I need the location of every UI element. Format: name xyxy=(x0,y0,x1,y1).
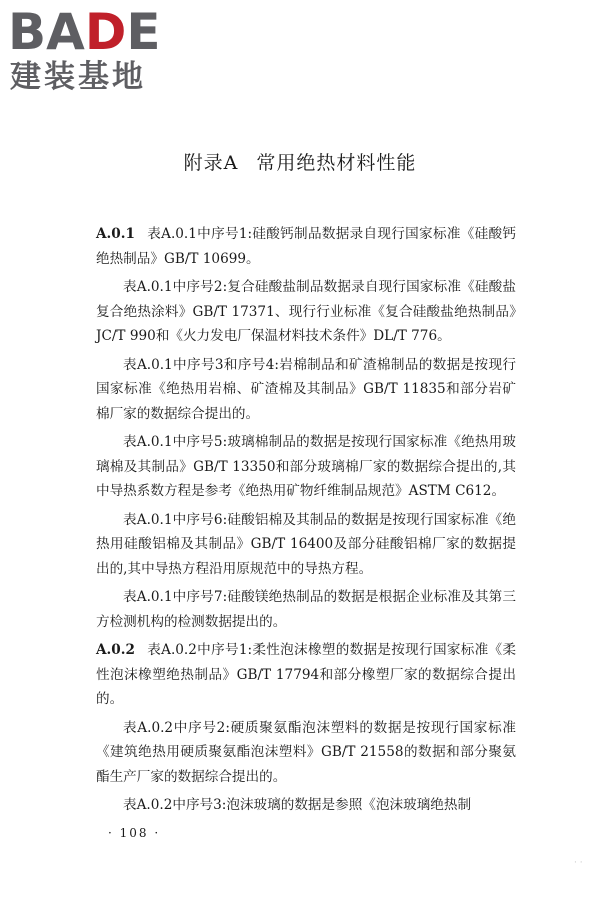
paragraph-text: 表A.0.1中序号7:硅酸镁绝热制品的数据是根据企业标准及其第三方检测机构的检测数据提出的。 xyxy=(96,589,516,630)
paragraph-text: 表A.0.1中序号3和序号4:岩棉制品和矿渣棉制品的数据是按现行国家标准《绝热用岩棉、矿渣棉及其制品》GB/T 11835和部分岩矿棉厂家的数据综合提出的。 xyxy=(96,356,516,422)
logo-word-part2: E xyxy=(126,3,161,61)
paragraph-text: 表A.0.1中序号6:硅酸铝棉及其制品的数据是按现行国家标准《绝热用硅酸铝棉及其制品》GB/T 16400及部分硅酸铝棉厂家的数据提出的,其中导热方程沿用原规范中的导热方程。 xyxy=(96,511,516,577)
appendix-title xyxy=(0,148,600,175)
paragraph-text: 表A.0.2中序号2:硬质聚氨酯泡沫塑料的数据是按现行国家标准《建筑绝热用硬质聚氨酯泡沫塑料》GB/T 21558的数据和部分聚氨酯生产厂家的数据综合提出的。 xyxy=(96,719,516,785)
document-body xyxy=(96,222,516,822)
paragraph xyxy=(96,793,516,818)
paragraph xyxy=(96,430,516,504)
paragraph xyxy=(96,585,516,634)
appendix-title-text: 常用绝热材料性能 xyxy=(256,152,417,174)
paragraph xyxy=(96,508,516,582)
paragraph-text: 表A.0.2中序号3:泡沫玻璃的数据是参照《泡沫玻璃绝热制 xyxy=(123,797,472,813)
paragraph-text: 表A.0.1中序号1:硅酸钙制品数据录自现行国家标准《硅酸钙绝热制品》GB/T 10699。 xyxy=(96,226,516,267)
paragraph xyxy=(96,353,516,427)
bade-logo xyxy=(8,4,178,96)
paragraph xyxy=(96,638,516,712)
clause-number: A.0.2 xyxy=(96,642,135,658)
paragraph-text: 表A.0.1中序号2:复合硅酸盐制品数据录自现行国家标准《硅酸盐复合绝热涂料》GB/T 17371、现行行业标准《复合硅酸盐绝热制品》JC/T 990和《火力发电厂保温材料技术条件》DL/T 776。 xyxy=(96,279,516,344)
paragraph-text: 表A.0.1中序号5:玻璃棉制品的数据是按现行国家标准《绝热用玻璃棉及其制品》GB/T 13350和部分玻璃棉厂家的数据综合提出的,其中导热系数方程是参考《绝热用矿物纤维制品规范》ASTM C612。 xyxy=(96,434,516,499)
page-number: · 108 · xyxy=(108,826,161,840)
paragraph xyxy=(96,275,516,349)
clause-number: A.0.1 xyxy=(96,226,135,242)
appendix-number: 附录A xyxy=(183,152,239,174)
paragraph-text: 表A.0.2中序号1:柔性泡沫橡塑的数据是按现行国家标准《柔性泡沫橡塑绝热制品》GB/T 17794和部分橡塑厂家的数据综合提出的。 xyxy=(96,642,516,707)
corner-scan-mark: · · xyxy=(574,858,583,868)
logo-word-accent: D xyxy=(84,3,127,61)
logo-wordmark xyxy=(8,4,160,60)
logo-subtitle: 建装基地 xyxy=(10,59,146,95)
paragraph xyxy=(96,716,516,790)
paragraph xyxy=(96,222,516,271)
logo-word-part1: BA xyxy=(8,3,85,61)
